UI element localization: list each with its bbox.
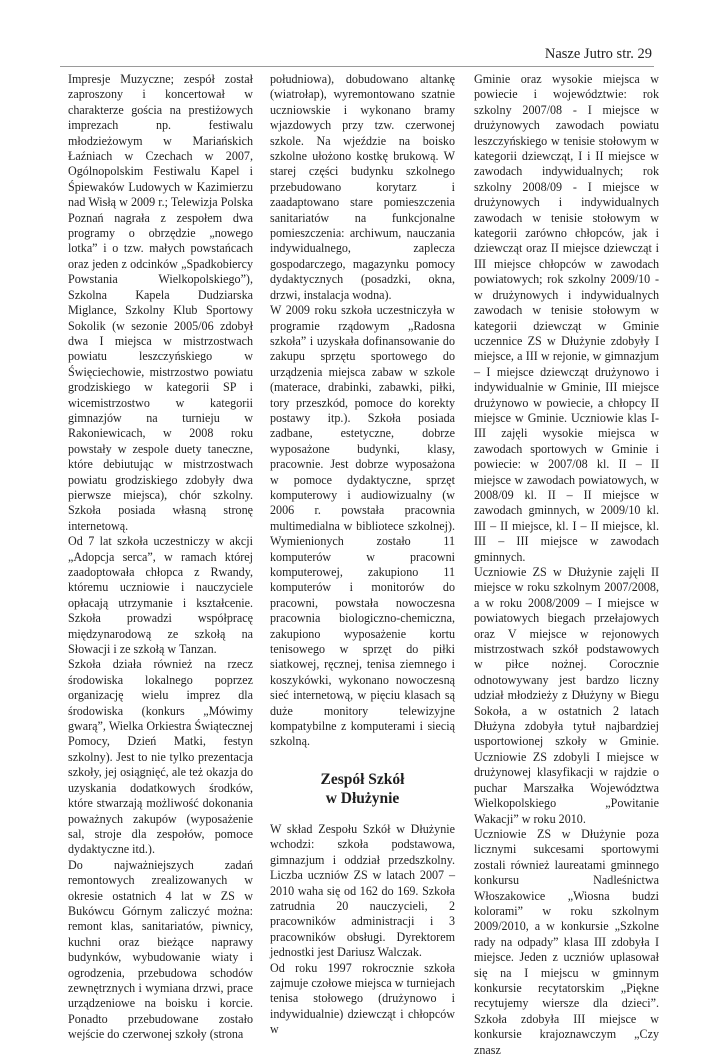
- text-column-middle: [270, 72, 455, 1037]
- paragraph: Szkoła działa również na rzecz środowiska lokalnego poprzez organizację wielu imprez dla środowiska (konkurs „Mówimy gwarą”, Wielka Orkiestra Świątecznej Pomocy, Dzień Matki, festyn szkolny). Jest to nie tylko prezentacja szkoły, jej osiągnięć, ale też okazja do uzyskania dodatkowych środków, które stwarzają możliwość dokonania poważnych zakupów (wyposażenie sal, stroje dla zespołów, pomoce dydaktyczne itd.).: [68, 657, 253, 857]
- paragraph: Impresje Muzyczne; zespół został zaproszony i koncertował w charakterze gościa na prestiżowych imprezach np. festiwalu młodzieżowym w Mariańskich Łaźniach w Czechach w 2007, Ogólnopolskim Festiwalu Kapel i Śpiewaków Ludowych w Kazimierzu nad Wisłą w 2009 r.; Telewizja Polska Poznań nagrała z zespołem dwa programy o obrzędzie „nowego lotka” i o tzw. małych powstańcach oraz jeden z odcinków „Spadkobiercy Powstania Wielkopolskiego”), Szkolna Kapela Dudziarska Miglance, Szkolny Klub Sportowy Sokolik (w sezonie 2005/06 zdobył dwa I miejsca w mistrzostwach powiatu leszczyńskiego w Święciechowie, mistrzostwo powiatu grodziskiego w kategorii SP i wicemistrzostwo w kategorii gimnazjów na turnieju w Rakoniewicach, w 2008 roku powstały w zespole duety taneczne, które debiutując w mistrzostwach powiatu grodziskiego zdobyły dwa pierwsze miejsca), chór szkolny. Szkoła posiada własną stronę internetową.: [68, 72, 253, 533]
- page-header: [60, 44, 654, 67]
- text-column-right: [474, 72, 659, 1057]
- paragraph: W 2009 roku szkoła uczestniczyła w programie rządowym „Radosna szkoła” i uzyskała dofinansowanie do zakupu sprzętu sportowego do urządzenia miejsca zabaw w szkole (materace, drabinki, zabawki, piłki, tory przeszkód, pomoce do korekty postawy itp.). Szkoła posiada zadbane, estetyczne, dobrze wyposażone budynki, klasy, pracownie. Jest dobrze wyposażona w pomoce dydaktyczne, sprzęt komputerowy i audiowizualny (w 2006 r. powstała pracownia multimedialna w bibliotece szkolnej). Wymienionych zostało 11 komputerów w pracowni komputerowej, zakupiono 11 komputerów i monitorów do pracowni, powstała nowoczesna pracownia biologiczno-chemiczna, zakupiono wyposażenie kortu tenisowego w sprzęt do piłki siatkowej, ręcznej, tenisa ziemnego i koszykówki, wykonano nowoczesną sieć internetową, w pięciu klasach są duże monitory telewizyjne kompatybilne z komputerami i siecią szkolną.: [270, 303, 455, 749]
- paragraph: Od 7 lat szkoła uczestniczy w akcji „Adopcja serca”, w ramach której zaadoptowała chłopca z Rwandy, któremu uczniowie i nauczyciele opłacają utrzymanie i kształcenie. Szkoła prowadzi współpracę międzynarodową ze szkołą na Słowacji i ze szkołą w Tanzan.: [68, 534, 253, 657]
- running-title: Nasze Jutro str. 29: [544, 46, 652, 62]
- section-heading-line-1: Zespół Szkół: [320, 770, 405, 788]
- paragraph: Uczniowie ZS w Dłużynie poza licznymi sukcesami sportowymi zostali również laureatami gminnego konkursu Nadleśnictwa Włoszakowice „Wiosna budzi kolorami” w roku szkolnym 2009/2010, a w konkursie „Szkolne rady na odpady” klasa III zdobyła I miejsce. Jeden z uczniów uplasował się na I miejscu w gminnym konkursie recytatorskim „Piękne recytujemy wiersze dla dzieci”. Szkoła zdobyła III miejsce w konkursie krajoznawczym „Czy znasz: [474, 826, 659, 1057]
- paragraph: południowa), dobudowano altankę (wiatrołap), wyremontowano szatnie uczniowskie i wykonano bramy wjazdowych przy tzw. czerwonej szkole. Na wjeździe na boisko szkolne ułożono kostkę brukową. W starej części budynku szkolnego przebudowano korytarz i zaadaptowano stare pomieszczenia sanitariatów na funkcjonalne pomieszczenia: archiwum, nauczania indywidualnego, zaplecza gospodarczego, magazynku pomocy dydaktycznych (posadzki, okna, drzwi, instalacja wodna).: [270, 72, 455, 302]
- paragraph: Uczniowie ZS w Dłużynie zajęli II miejsce w roku szkolnym 2007/2008, a w roku 2008/2009 – I miejsce w powiatowych biegach przełajowych oraz V miejsce w rejonowych mistrzostwach szkół podstawowych w piłce nożnej. Corocznie odnotowywany jest bardzo liczny udział młodzieży z Dłużyny w Biegu Sokoła, a w ostatnich 2 latach Dłużyna zdobyła tytuł najbardziej usportowionej szkoły w Gminie. Uczniowie ZS zdobyli I miejsce w drużynowej klasyfikacji w rajdzie o puchar Marszałka Województwa Wielkopolskiego „Powitanie Wakacji” w roku 2010.: [474, 565, 659, 826]
- text-column-left: [68, 72, 253, 1042]
- paragraph: Gminie oraz wysokie miejsca w powiecie i województwie: rok szkolny 2007/08 - I miejsce w drużynowych zawodach powiatu leszczyńskiego w tenisie stołowym w kategorii dziewcząt, I i II miejsce w zawodach indywidualnych; rok szkolny 2008/09 - I miejsce w drużynowych i indywidualnych zawodach w tenisie stołowym w kategorii zarówno chłopców, jak i dziewcząt oraz II miejsce dziewcząt i III miejsce chłopców w zawodach powiatowych; rok szkolny 2009/10 - w drużynowych i indywidualnych zawodach w tenisie stołowym w kategorii dziewcząt w Gminie uczennice ZS w Dłużynie zdobyły I miejsce, a III w rejonie, w gimnazjum – I miejsce dziewcząt drużynowo i indywidualnie w Gminie, III miejsce drużynowo w powiecie, a chłopcy II miejsce w Gminie. Uczniowie klas I-III zajęli wysokie miejsca w zawodach sportowych w Gminie i powiecie: w 2007/08 kl. II – II miejsce w zawodach powiatowych, w 2008/09 kl. II – II miejsce w zawodach gminnych, w 2009/10 kl. III – II miejsce, kl. I – II miejsce, kl. III – III miejsce w zawodach gminnych.: [474, 72, 659, 564]
- paragraph: Do najważniejszych zadań remontowych zrealizowanych w okresie ostatnich 4 lat w ZS w Bukówcu Górnym zaliczyć można: remont klas, sanitariatów, piwnicy, kuchni oraz bieżące naprawy budynków, wybudowanie wiaty i ogrodzenia, przebudowa schodów zewnętrznych i wymiana drzwi, prace urządzeniowe na boisku i korcie. Ponadto przebudowane zostało wejście do czerwonej szkoły (strona: [68, 857, 253, 1042]
- paragraph: W skład Zespołu Szkół w Dłużynie wchodzi: szkoła podstawowa, gimnazjum i oddział przedszkolny. Liczba uczniów ZS w latach 2007 – 2010 waha się od 162 do 169. Szkoła zatrudnia 20 nauczycieli, 2 pracowników administracji i 3 pracowników obsługi. Dyrektorem jednostki jest Dariusz Walczak.: [270, 821, 455, 960]
- paragraph: Od roku 1997 rokrocznie szkoła zajmuje czołowe miejsca w turniejach tenisa stołowego (drużynowo i indywidualnie) dziewcząt i chłopców w: [270, 960, 455, 1037]
- section-heading-line-2: w Dłużynie: [325, 789, 400, 807]
